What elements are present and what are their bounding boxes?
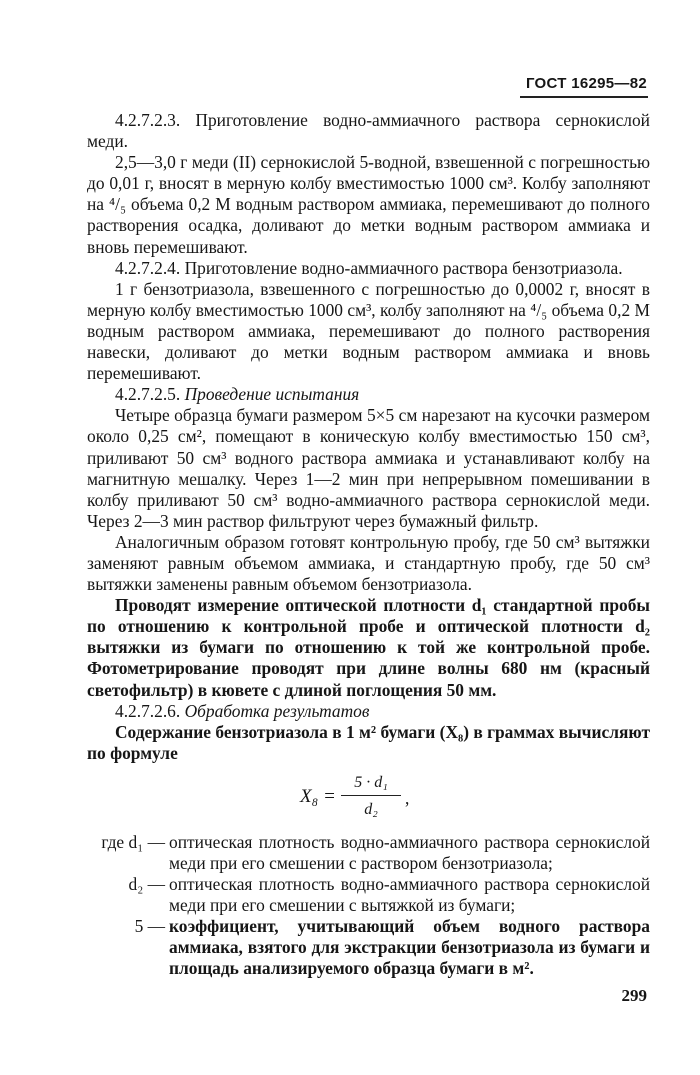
definition-text: оптическая плотность водно-аммиачного раствора сернокислой меди при его смешении с вытяжкой из бумаги;	[169, 874, 650, 916]
paragraph-control-sample: Аналогичным образом готовят контрольную пробу, где 50 см³ вытяжки заменяют равным объемом аммиака, и стандартную пробу, где 50 см³ вытяжки заменены равным объемом бензотриазола.	[87, 531, 650, 595]
definition-coefficient-5	[58, 916, 650, 979]
paragraph-benzotriazole-solution: 1 г бензотриазола, взвешенного с погрешностью до 0,0002 г, вносят в мерную колбу вместимостью 1000 см³, колбу заполняют на ⁴/₅ объема 0,2 М водным раствором аммиака, перемешивают до полного растворения навески, доливают до метки водным раствором аммиака и вновь перемешивают.	[87, 278, 650, 384]
section-title: Проведение испытания	[184, 384, 360, 405]
page-number: 299	[621, 986, 647, 1005]
standard-header: ГОСТ 16295—82	[525, 75, 647, 92]
variable-definitions	[58, 832, 650, 980]
section-heading-4-2-7-2-4: 4.2.7.2.4. Приготовление водно-аммиачного раствора бензотриазола.	[115, 257, 623, 278]
formula-denominator: d₂	[364, 801, 378, 818]
definition-d2	[58, 874, 650, 916]
paragraph-optical-density: Проводят измерение оптической плотности d₁ стандартной пробы по отношению к контрольной пробе и оптической плотности d₂ вытяжки из бумаги по отношению к той же контрольной пробе. Фотометрирование проводят при длине волны 680 нм (красный светофильтр) в кювете с длиной поглощения 50 мм.	[87, 595, 650, 700]
formula-fraction	[341, 772, 401, 820]
definition-text: коэффициент, учитывающий объем водного раствора аммиака, взятого для экстракции бензотриазола из бумаги и площадь анализируемого образца бумаги в м².	[169, 916, 650, 979]
section-heading-4-2-7-2-6	[87, 701, 650, 722]
formula-lhs: X₈ =	[300, 785, 336, 807]
paragraph-formula-intro: Содержание бензотриазола в 1 м² бумаги (X₈) в граммах вычисляют по формуле	[87, 721, 650, 763]
document-body	[87, 110, 650, 980]
section-number: 4.2.7.2.5.	[115, 384, 181, 405]
section-title: Обработка результатов	[184, 700, 370, 721]
section-heading-4-2-7-2-5	[87, 384, 650, 405]
definition-symbol: где d₁ —	[101, 831, 165, 852]
definition-text: оптическая плотность водно-аммиачного раствора сернокислой меди при его смешении с раствором бензотриазола;	[169, 831, 650, 873]
section-heading-4-2-7-2-3: 4.2.7.2.3. Приготовление водно-аммиачного раствора сернокислой меди.	[87, 110, 650, 152]
formula-comma: ,	[405, 787, 410, 808]
paragraph-copper-solution: 2,5—3,0 г меди (II) сернокислой 5-водной, взвешенной с погрешностью до 0,01 г, вносят в мерную колбу вместимостью 1000 см³. Колбу заполняют на ⁴/₅ объема 0,2 М водным раствором аммиака, перемешивают до полного растворения осадка, доливают до метки водным раствором аммиака и вновь перемешивают.	[87, 152, 650, 257]
section-number: 4.2.7.2.6.	[115, 700, 181, 721]
header-rule	[520, 96, 648, 98]
paragraph-test-procedure: Четыре образца бумаги размером 5×5 см нарезают на кусочки размером около 0,25 см², помещают в коническую колбу вместимостью 150 см³, приливают 50 см³ водного раствора аммиака и устанавливают колбу на магнитную мешалку. Через 1—2 мин при непрерывном помешивании в колбу приливают 50 см³ водно-аммиачного раствора сернокислой меди. Через 2—3 мин раствор фильтруют через бумажный фильтр.	[87, 405, 650, 531]
definition-symbol: 5 —	[134, 916, 165, 937]
definition-symbol: d₂ —	[128, 874, 165, 895]
formula-x8	[87, 770, 650, 826]
formula-numerator: 5 · d₁	[341, 772, 401, 796]
definition-d1	[58, 832, 650, 874]
